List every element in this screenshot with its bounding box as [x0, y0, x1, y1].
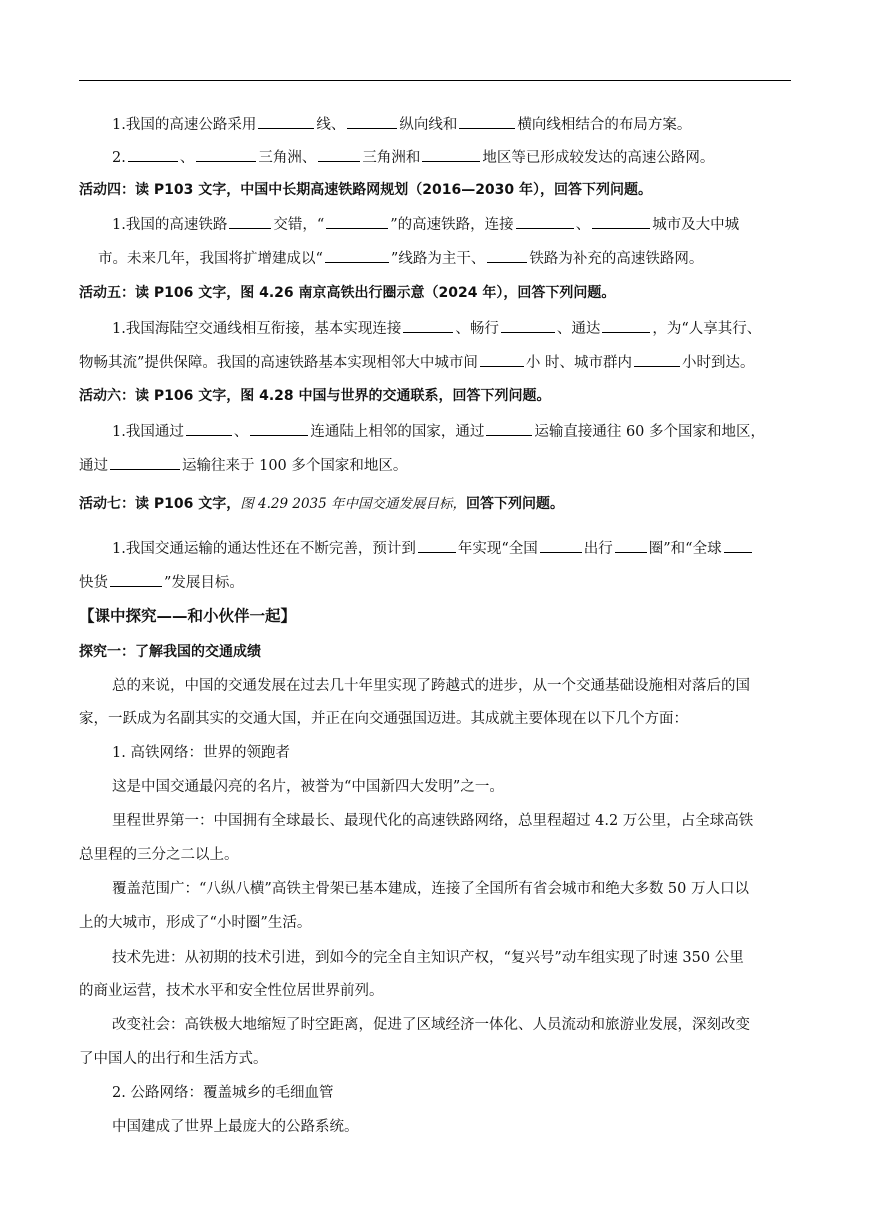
text: 、: [233, 424, 249, 440]
fill-blank[interactable]: [487, 248, 527, 263]
fill-blank[interactable]: [229, 214, 271, 229]
text: 线、: [316, 117, 346, 133]
fill-blank[interactable]: [110, 455, 180, 470]
text: 三角洲和: [362, 150, 421, 166]
text: 、: [179, 150, 195, 166]
act7-question-1-line-1: [112, 538, 754, 559]
text: ，为“人享其行、: [652, 321, 762, 337]
text: 市。未来几年，我国将扩增建成以“: [98, 251, 323, 267]
text: ”的高速铁路，连接: [390, 217, 514, 233]
fill-blank[interactable]: [592, 214, 650, 229]
fill-blank[interactable]: [540, 538, 582, 553]
text: 运输直接通往 60 多个国家和地区，: [534, 424, 766, 440]
text: 2.: [112, 150, 126, 166]
fill-blank[interactable]: [615, 538, 647, 553]
text: 通过: [79, 458, 108, 474]
fill-blank[interactable]: [196, 147, 256, 162]
fill-blank[interactable]: [403, 318, 453, 333]
explore-1-heading: 探究一：了解我国的交通成绩: [79, 644, 261, 660]
text: 1.我国海陆空交通线相互衔接，基本实现连接: [112, 321, 402, 337]
act4-question-1-line-1: [112, 214, 739, 235]
list-item-heading: 1. 高铁网络：世界的领跑者: [112, 745, 290, 761]
text: 1.我国的高速公路采用: [112, 117, 257, 133]
activity-7-heading: [79, 494, 564, 514]
text: 1.我国交通运输的通达性还在不断完善，预计到: [112, 541, 416, 557]
text: ”线路为主干、: [390, 251, 486, 267]
fill-blank[interactable]: [602, 318, 650, 333]
text: 快货: [79, 575, 108, 591]
text: 1.我国的高速铁路: [112, 217, 228, 233]
text: 交错，“: [273, 217, 325, 233]
text: 圈”和“全球: [648, 541, 722, 557]
fill-blank[interactable]: [486, 421, 532, 436]
fill-blank[interactable]: [501, 318, 555, 333]
text: 、: [575, 217, 591, 233]
text: 出行: [583, 541, 613, 557]
fill-blank[interactable]: [250, 421, 308, 436]
fill-blank[interactable]: [516, 214, 574, 229]
paragraph-line: 覆盖范围广：“八纵八横”高铁主骨架已基本建成，连接了全国所有省会城市和绝大多数 50 万人口以: [112, 881, 749, 897]
text: 三角洲、: [258, 150, 317, 166]
fill-blank[interactable]: [110, 572, 162, 587]
act6-question-1-line-2: [79, 455, 407, 476]
text: 、通达: [556, 321, 601, 337]
fill-blank[interactable]: [480, 352, 524, 367]
paragraph-line: 的商业运营，技术水平和安全性位居世界前列。: [79, 983, 384, 999]
text: 铁路为补充的高速铁路网。: [529, 251, 704, 267]
fill-blank[interactable]: [422, 147, 480, 162]
act5-question-1-line-2: [79, 352, 755, 373]
text: 小时到达。: [682, 355, 755, 371]
act3-question-1: [112, 114, 691, 135]
paragraph-line: 改变社会：高铁极大地缩短了时空距离，促进了区域经济一体化、人员流动和旅游业发展，深刻改变: [112, 1017, 750, 1033]
fill-blank[interactable]: [325, 248, 389, 263]
text: 小 时、城市群内: [525, 355, 633, 371]
text: 连通陆上相邻的国家，通过: [310, 424, 485, 440]
text: 1.我国通过: [112, 424, 184, 440]
fill-blank[interactable]: [459, 114, 515, 129]
text: 地区等已形成较发达的高速公路网。: [482, 150, 715, 166]
fill-blank[interactable]: [326, 214, 388, 229]
paragraph-line: 上的大城市，形成了“小时圈”生活。: [79, 915, 312, 931]
text: 纵向线和: [399, 117, 458, 133]
paragraph-line: 这是中国交通最闪亮的名片，被誉为“中国新四大发明”之一。: [112, 779, 504, 795]
fill-blank[interactable]: [186, 421, 232, 436]
header-rule: [79, 80, 791, 81]
paragraph-line: 总的来说，中国的交通发展在过去几十年里实现了跨越式的进步，从一个交通基础设施相对落后的国: [112, 678, 750, 694]
paragraph-line: 里程世界第一：中国拥有全球最长、最现代化的高速铁路网络，总里程超过 4.2 万公里，占全球高铁: [112, 813, 754, 829]
fill-blank[interactable]: [258, 114, 314, 129]
fill-blank[interactable]: [724, 538, 752, 553]
paragraph-line: 中国建成了世界上最庞大的公路系统。: [112, 1119, 359, 1135]
heading-text: 活动七：读 P106 文字，: [79, 496, 241, 512]
fill-blank[interactable]: [347, 114, 397, 129]
fill-blank[interactable]: [418, 538, 456, 553]
paragraph-line: 技术先进：从初期的技术引进，到如今的完全自主知识产权，“复兴号”动车组实现了时速 350 公里: [112, 950, 744, 966]
activity-4-heading: 活动四：读 P103 文字，中国中长期高速铁路网规划（2016—2030 年），回答下列问题。: [79, 182, 653, 198]
fill-blank[interactable]: [634, 352, 680, 367]
activity-6-heading: 活动六：读 P106 文字，图 4.28 中国与世界的交通联系，回答下列问题。: [79, 388, 551, 404]
act5-question-1-line-1: [112, 318, 761, 339]
fill-blank[interactable]: [318, 147, 360, 162]
act6-question-1-line-1: [112, 421, 765, 442]
act7-question-1-line-2: [79, 572, 244, 593]
text: 城市及大中城: [652, 217, 740, 233]
figure-reference: 图 4.29 2035 年中国交通发展目标，: [240, 496, 467, 512]
activity-5-heading: 活动五：读 P106 文字，图 4.26 南京高铁出行圈示意（2024 年），回答下列问题。: [79, 285, 616, 301]
act4-question-1-line-2: [98, 248, 703, 269]
list-item-heading: 2. 公路网络：覆盖城乡的毛细血管: [112, 1085, 334, 1101]
text: 物畅其流”提供保障。我国的高速铁路基本实现相邻大中城市间: [79, 355, 478, 371]
text: 年实现“全国: [457, 541, 538, 557]
section-title: 【课中探究——和小伙伴一起】: [79, 607, 297, 625]
text: ”发展目标。: [164, 575, 244, 591]
fill-blank[interactable]: [128, 147, 178, 162]
text: 横向线相结合的布局方案。: [517, 117, 692, 133]
paragraph-line: 了中国人的出行和生活方式。: [79, 1051, 268, 1067]
paragraph-line: 总里程的三分之二以上。: [79, 847, 239, 863]
act3-question-2: [112, 147, 714, 168]
paragraph-line: 家，一跃成为名副其实的交通大国，并正在向交通强国迈进。其成就主要体现在以下几个方面：: [79, 711, 688, 727]
heading-text: 回答下列问题。: [466, 496, 565, 512]
text: 运输往来于 100 多个国家和地区。: [182, 458, 408, 474]
text: 、畅行: [455, 321, 499, 337]
